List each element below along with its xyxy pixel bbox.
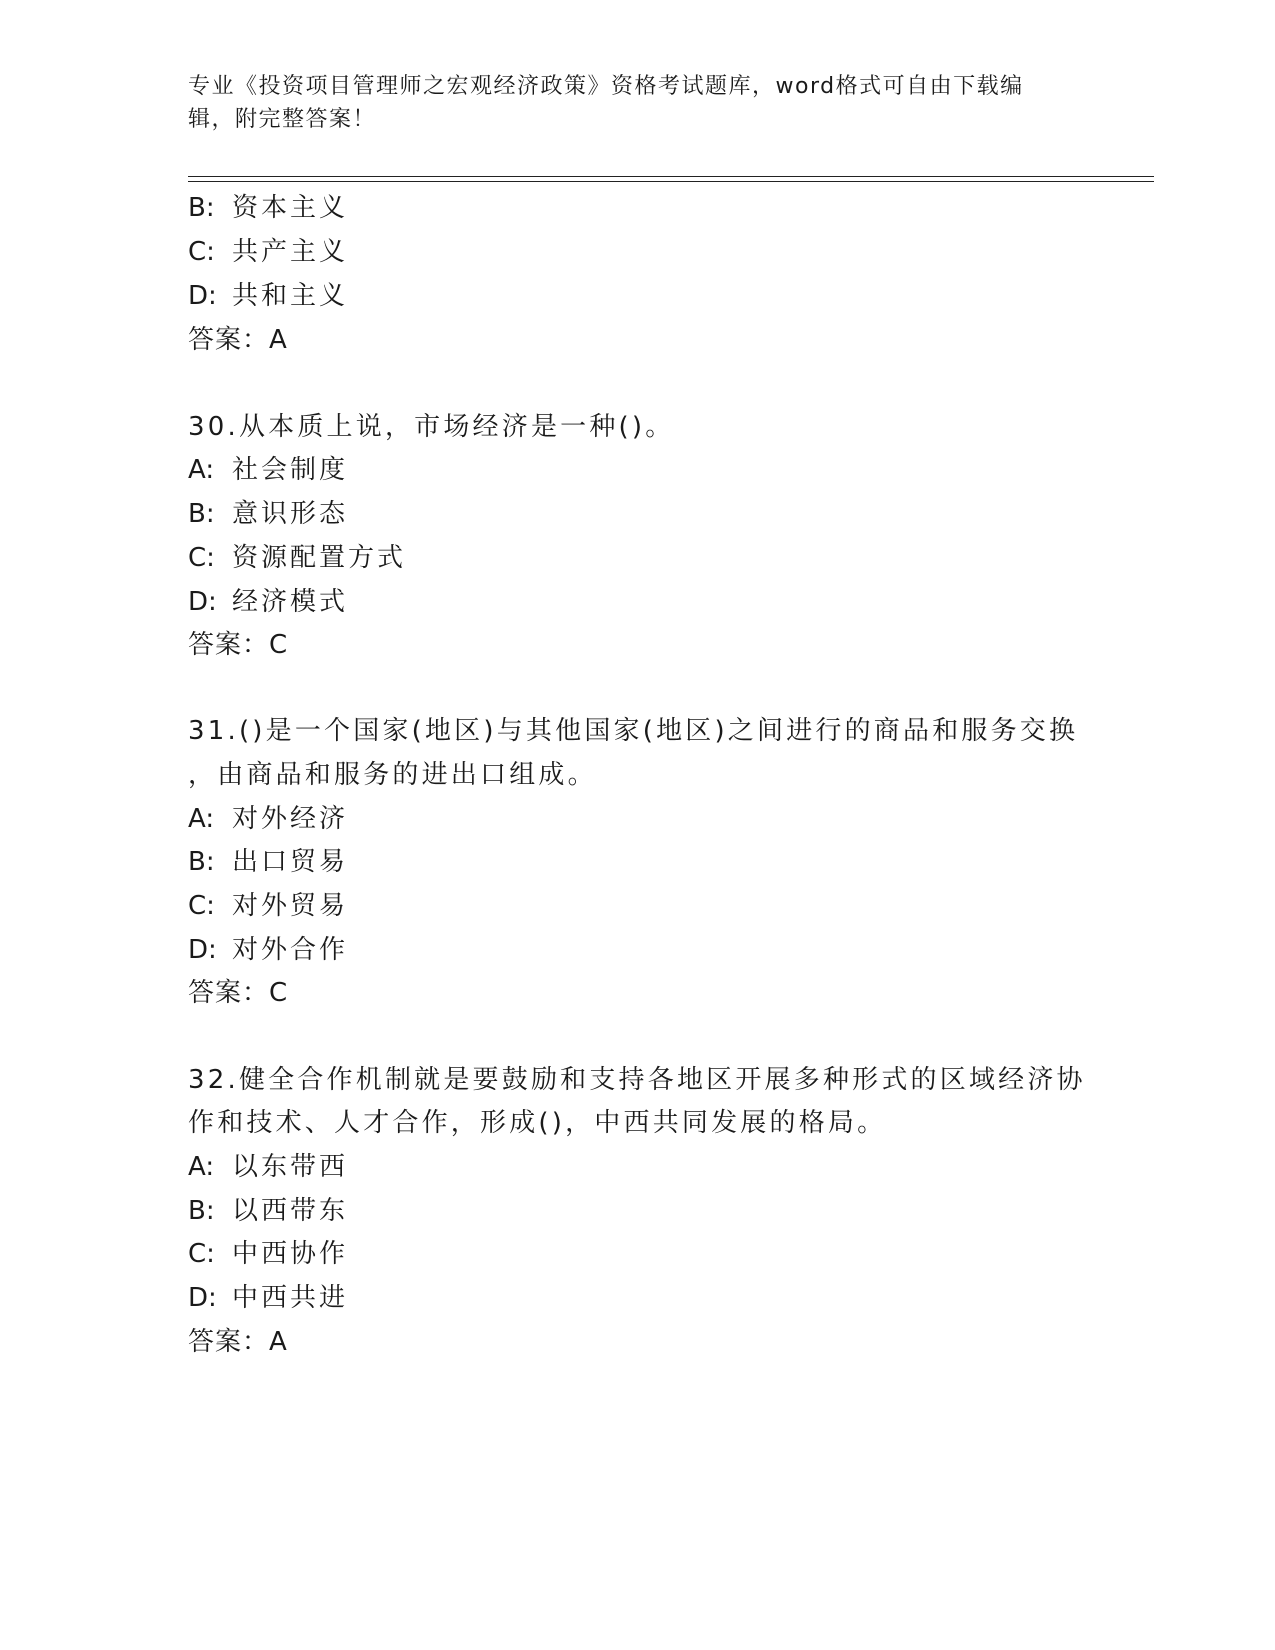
option-text: 意识形态 bbox=[232, 499, 349, 529]
option-text: 资本主义 bbox=[232, 193, 349, 223]
option-a bbox=[188, 1152, 348, 1182]
option-c bbox=[188, 543, 406, 573]
option-a bbox=[188, 455, 348, 485]
option-letter: C: bbox=[188, 237, 215, 267]
option-text: 出口贸易 bbox=[232, 847, 349, 877]
option-b bbox=[188, 193, 348, 223]
option-d bbox=[188, 587, 348, 617]
option-letter: B: bbox=[188, 499, 215, 529]
question-text-continued: 作和技术、人才合作，形成()，中西共同发展的格局。 bbox=[188, 1108, 887, 1138]
option-letter: A: bbox=[188, 455, 215, 485]
option-letter: B: bbox=[188, 847, 215, 877]
option-b bbox=[188, 499, 348, 529]
option-b bbox=[188, 1196, 348, 1226]
answer-line: 答案：C bbox=[188, 630, 289, 660]
option-c bbox=[188, 891, 348, 921]
answer-line: 答案：A bbox=[188, 325, 288, 355]
option-a bbox=[188, 804, 348, 834]
option-d bbox=[188, 935, 348, 965]
option-text: 中西共进 bbox=[232, 1283, 349, 1313]
option-d bbox=[188, 281, 348, 311]
option-letter: D: bbox=[188, 1283, 217, 1313]
option-text: 共产主义 bbox=[232, 237, 349, 267]
option-letter: D: bbox=[188, 587, 217, 617]
option-text: 社会制度 bbox=[232, 455, 349, 485]
answer-line: 答案：C bbox=[188, 978, 289, 1008]
option-text: 以东带西 bbox=[232, 1152, 349, 1182]
option-letter: A: bbox=[188, 804, 215, 834]
option-letter: A: bbox=[188, 1152, 215, 1182]
option-letter: C: bbox=[188, 1239, 215, 1269]
option-letter: B: bbox=[188, 193, 215, 223]
option-letter: D: bbox=[188, 935, 217, 965]
question-text-continued: ，由商品和服务的进出口组成。 bbox=[188, 760, 597, 790]
option-letter: C: bbox=[188, 891, 215, 921]
option-text: 对外合作 bbox=[232, 935, 349, 965]
option-text: 资源配置方式 bbox=[232, 543, 407, 573]
header-rule-bottom bbox=[188, 181, 1154, 182]
option-text: 对外经济 bbox=[232, 804, 349, 834]
question-text: 30.从本质上说，市场经济是一种()。 bbox=[188, 412, 675, 442]
header-rule-top bbox=[188, 176, 1154, 177]
option-c bbox=[188, 237, 348, 267]
option-letter: D: bbox=[188, 281, 217, 311]
option-letter: C: bbox=[188, 543, 215, 573]
option-text: 对外贸易 bbox=[232, 891, 349, 921]
option-b bbox=[188, 847, 348, 877]
option-text: 以西带东 bbox=[232, 1196, 349, 1226]
option-d bbox=[188, 1283, 348, 1313]
option-text: 经济模式 bbox=[232, 587, 349, 617]
option-text: 中西协作 bbox=[232, 1239, 349, 1269]
answer-line: 答案：A bbox=[188, 1327, 288, 1357]
option-letter: B: bbox=[188, 1196, 215, 1226]
question-text: 31.()是一个国家(地区)与其他国家(地区)之间进行的商品和服务交换 bbox=[188, 716, 1079, 746]
option-text: 共和主义 bbox=[232, 281, 349, 311]
option-c bbox=[188, 1239, 348, 1269]
page-header: 专业《投资项目管理师之宏观经济政策》资格考试题库，word格式可自由下载编辑，附完整答案！ bbox=[188, 74, 1024, 132]
question-text: 32.健全合作机制就是要鼓励和支持各地区开展多种形式的区域经济协 bbox=[188, 1065, 1086, 1095]
